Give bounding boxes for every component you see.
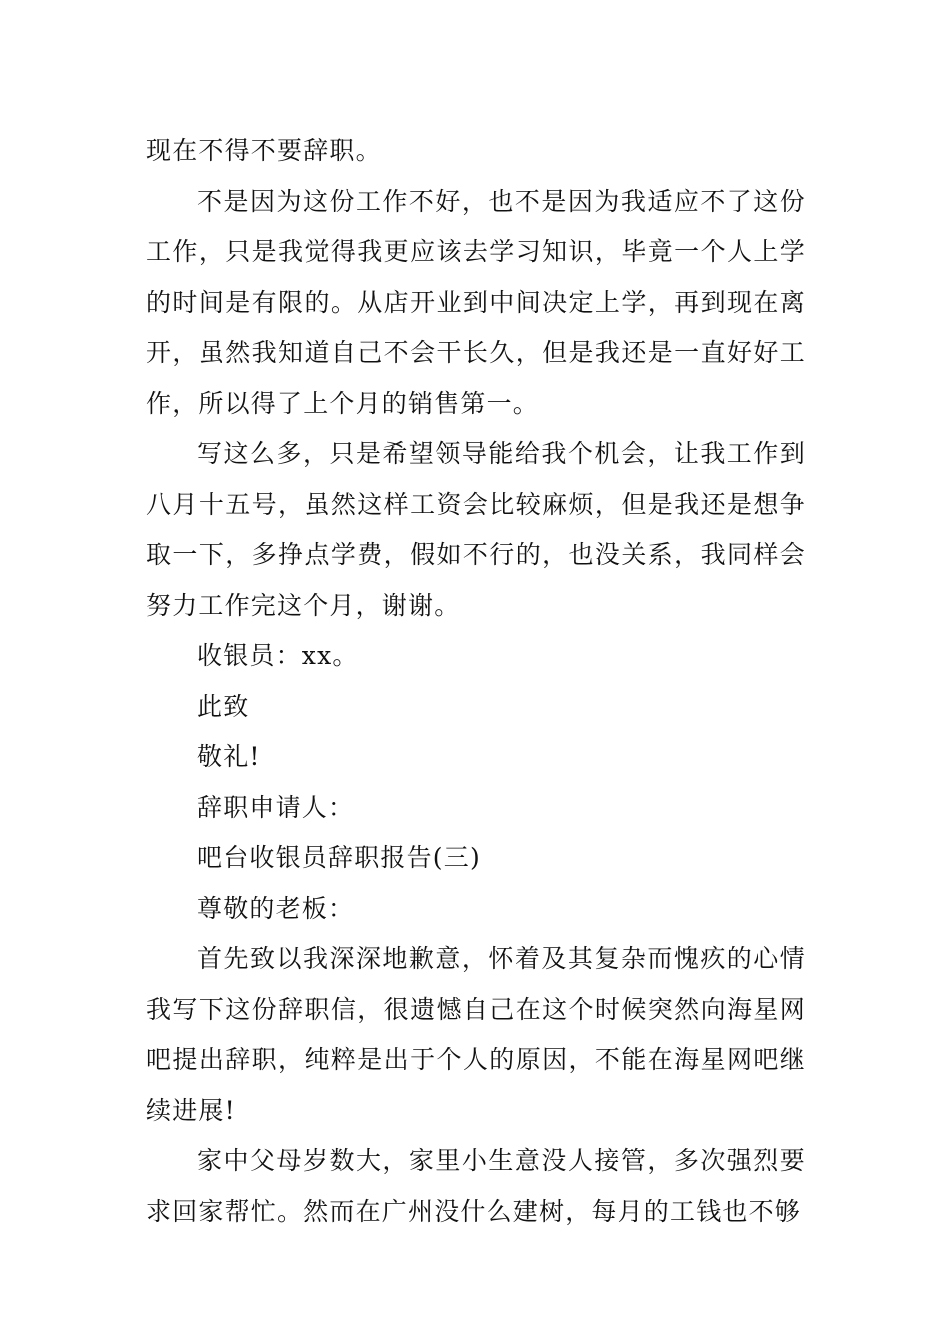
document-body [146, 126, 806, 1237]
paragraph-reason: 不是因为这份工作不好，也不是因为我适应不了这份工作，只是我觉得我更应该去学习知识，毕竟一个人上学的时间是有限的。从店开业到中间决定上学，再到现在离开，虽然我知道自己不会干长久，但是我还是一直好好工作，所以得了上个月的销售第一。 [146, 186, 806, 418]
closing-salutation: 此致 [197, 691, 250, 721]
paragraph-request: 写这么多，只是希望领导能给我个机会，让我工作到八月十五号，虽然这样工资会比较麻烦，但是我还是想争取一下，多挣点学费，假如不行的，也没关系，我同样会努力工作完这个月，谢谢。 [146, 439, 806, 620]
section-title: 吧台收银员辞职报告(三) [197, 843, 481, 872]
signature-cashier: 收银员：xx。 [197, 641, 359, 670]
paragraph-family: 家中父母岁数大，家里小生意没人接管，多次强烈要求回家帮忙。然而在广州没什么建树，每月的工钱也不够 [146, 1146, 806, 1226]
applicant-label: 辞职申请人： [197, 792, 355, 822]
paragraph-apology: 首先致以我深深地歉意，怀着及其复杂而愧疚的心情我写下这份辞职信，很遗憾自己在这个时候突然向海星网吧提出辞职，纯粹是出于个人的原因，不能在海星网吧继续进展! [146, 944, 806, 1125]
letter-greeting: 尊敬的老板： [197, 893, 355, 923]
closing-regards: 敬礼! [197, 742, 261, 771]
paragraph-continuation: 现在不得不要辞职。 [146, 136, 382, 165]
